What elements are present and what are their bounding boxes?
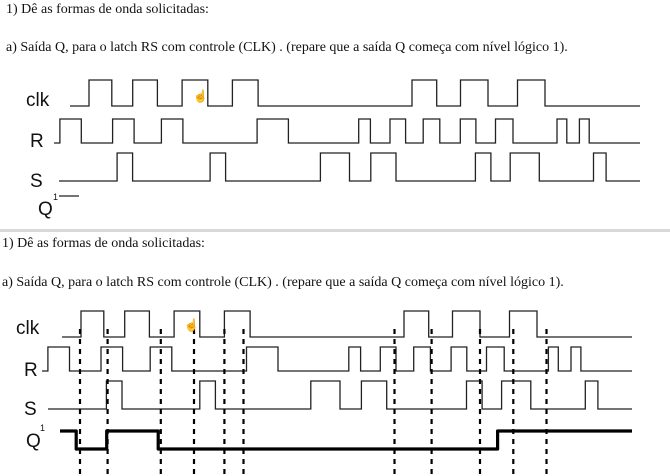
q-initial-value-answer: 1	[40, 423, 46, 433]
clk-label-answer: clk	[16, 318, 40, 339]
s-waveform-answer	[48, 381, 632, 409]
s-label: S	[30, 171, 43, 192]
question-panel	[0, 0, 670, 229]
q-initial-value: 1	[53, 192, 59, 202]
q-label-answer: Q	[26, 431, 41, 452]
clk-label: clk	[26, 90, 50, 111]
hand-cursor-icon-answer: ☝	[184, 318, 199, 332]
timing-diagram-question	[0, 0, 670, 229]
timing-diagram-answer	[0, 233, 670, 476]
r-waveform	[54, 119, 640, 143]
hand-cursor-icon: ☝	[193, 89, 208, 103]
clk-waveform	[70, 80, 640, 106]
question-instruction: a) Saída Q, para o latch RS com controle (CLK) . (repare que a saída Q começa com nível lógico 1).	[6, 40, 568, 55]
s-waveform	[59, 153, 640, 181]
answer-instruction: a) Saída Q, para o latch RS com controle (CLK) . (repare que a saída Q começa com nível lógico 1).	[2, 275, 564, 290]
q-label: Q	[38, 199, 53, 220]
answer-heading: 1) Dê as formas de onda solicitadas:	[2, 236, 205, 251]
question-heading: 1) Dê as formas de onda solicitadas:	[6, 2, 209, 17]
r-waveform-answer	[42, 347, 632, 371]
r-label: R	[30, 131, 44, 152]
answer-panel	[0, 233, 670, 476]
panel-divider	[0, 229, 670, 232]
r-label-answer: R	[24, 360, 38, 381]
s-label-answer: S	[24, 399, 37, 420]
